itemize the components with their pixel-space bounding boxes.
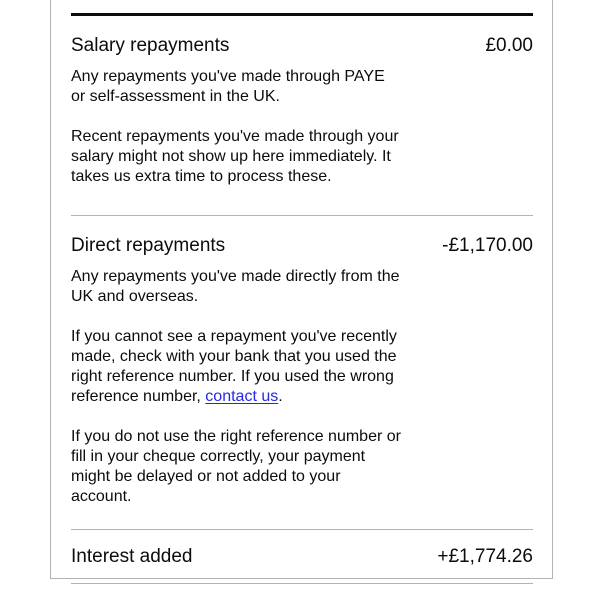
- reference-note-text-before: If you cannot see a repayment you've recently made, check with your bank that you used the right reference number. If you used the wrong reference number,: [71, 328, 397, 405]
- card-content: [71, 0, 533, 584]
- section-interest-added: [71, 530, 533, 583]
- interest-added-title: Interest added: [71, 546, 193, 567]
- direct-repayments-row: [71, 233, 533, 258]
- direct-repayments-warning: If you do not use the right reference number or fill in your cheque correctly, your payment might be delayed or not added to your account.: [71, 428, 401, 505]
- divider-after-interest: [71, 583, 533, 584]
- section-direct-repayments: [71, 216, 533, 507]
- salary-repayments-amount: £0.00: [485, 35, 533, 56]
- salary-repayments-row: [71, 33, 533, 58]
- section-salary-repayments: [71, 16, 533, 187]
- interest-added-amount: +£1,774.26: [437, 546, 533, 567]
- reference-note-text-after: .: [278, 388, 283, 405]
- salary-repayments-title: Salary repayments: [71, 35, 230, 56]
- salary-repayments-description: Any repayments you've made through PAYE or self-assessment in the UK.: [71, 68, 385, 105]
- contact-us-link[interactable]: contact us: [205, 388, 279, 405]
- repayments-card: [50, 0, 553, 579]
- salary-repayments-note: Recent repayments you've made through your salary might not show up here immediately. It takes us extra time to process these.: [71, 128, 399, 185]
- interest-added-row: [71, 544, 533, 569]
- direct-repayments-description: Any repayments you've made directly from the UK and overseas.: [71, 268, 400, 305]
- direct-repayments-amount: -£1,170.00: [442, 235, 533, 256]
- direct-repayments-reference-note: [71, 327, 401, 407]
- direct-repayments-title: Direct repayments: [71, 235, 226, 256]
